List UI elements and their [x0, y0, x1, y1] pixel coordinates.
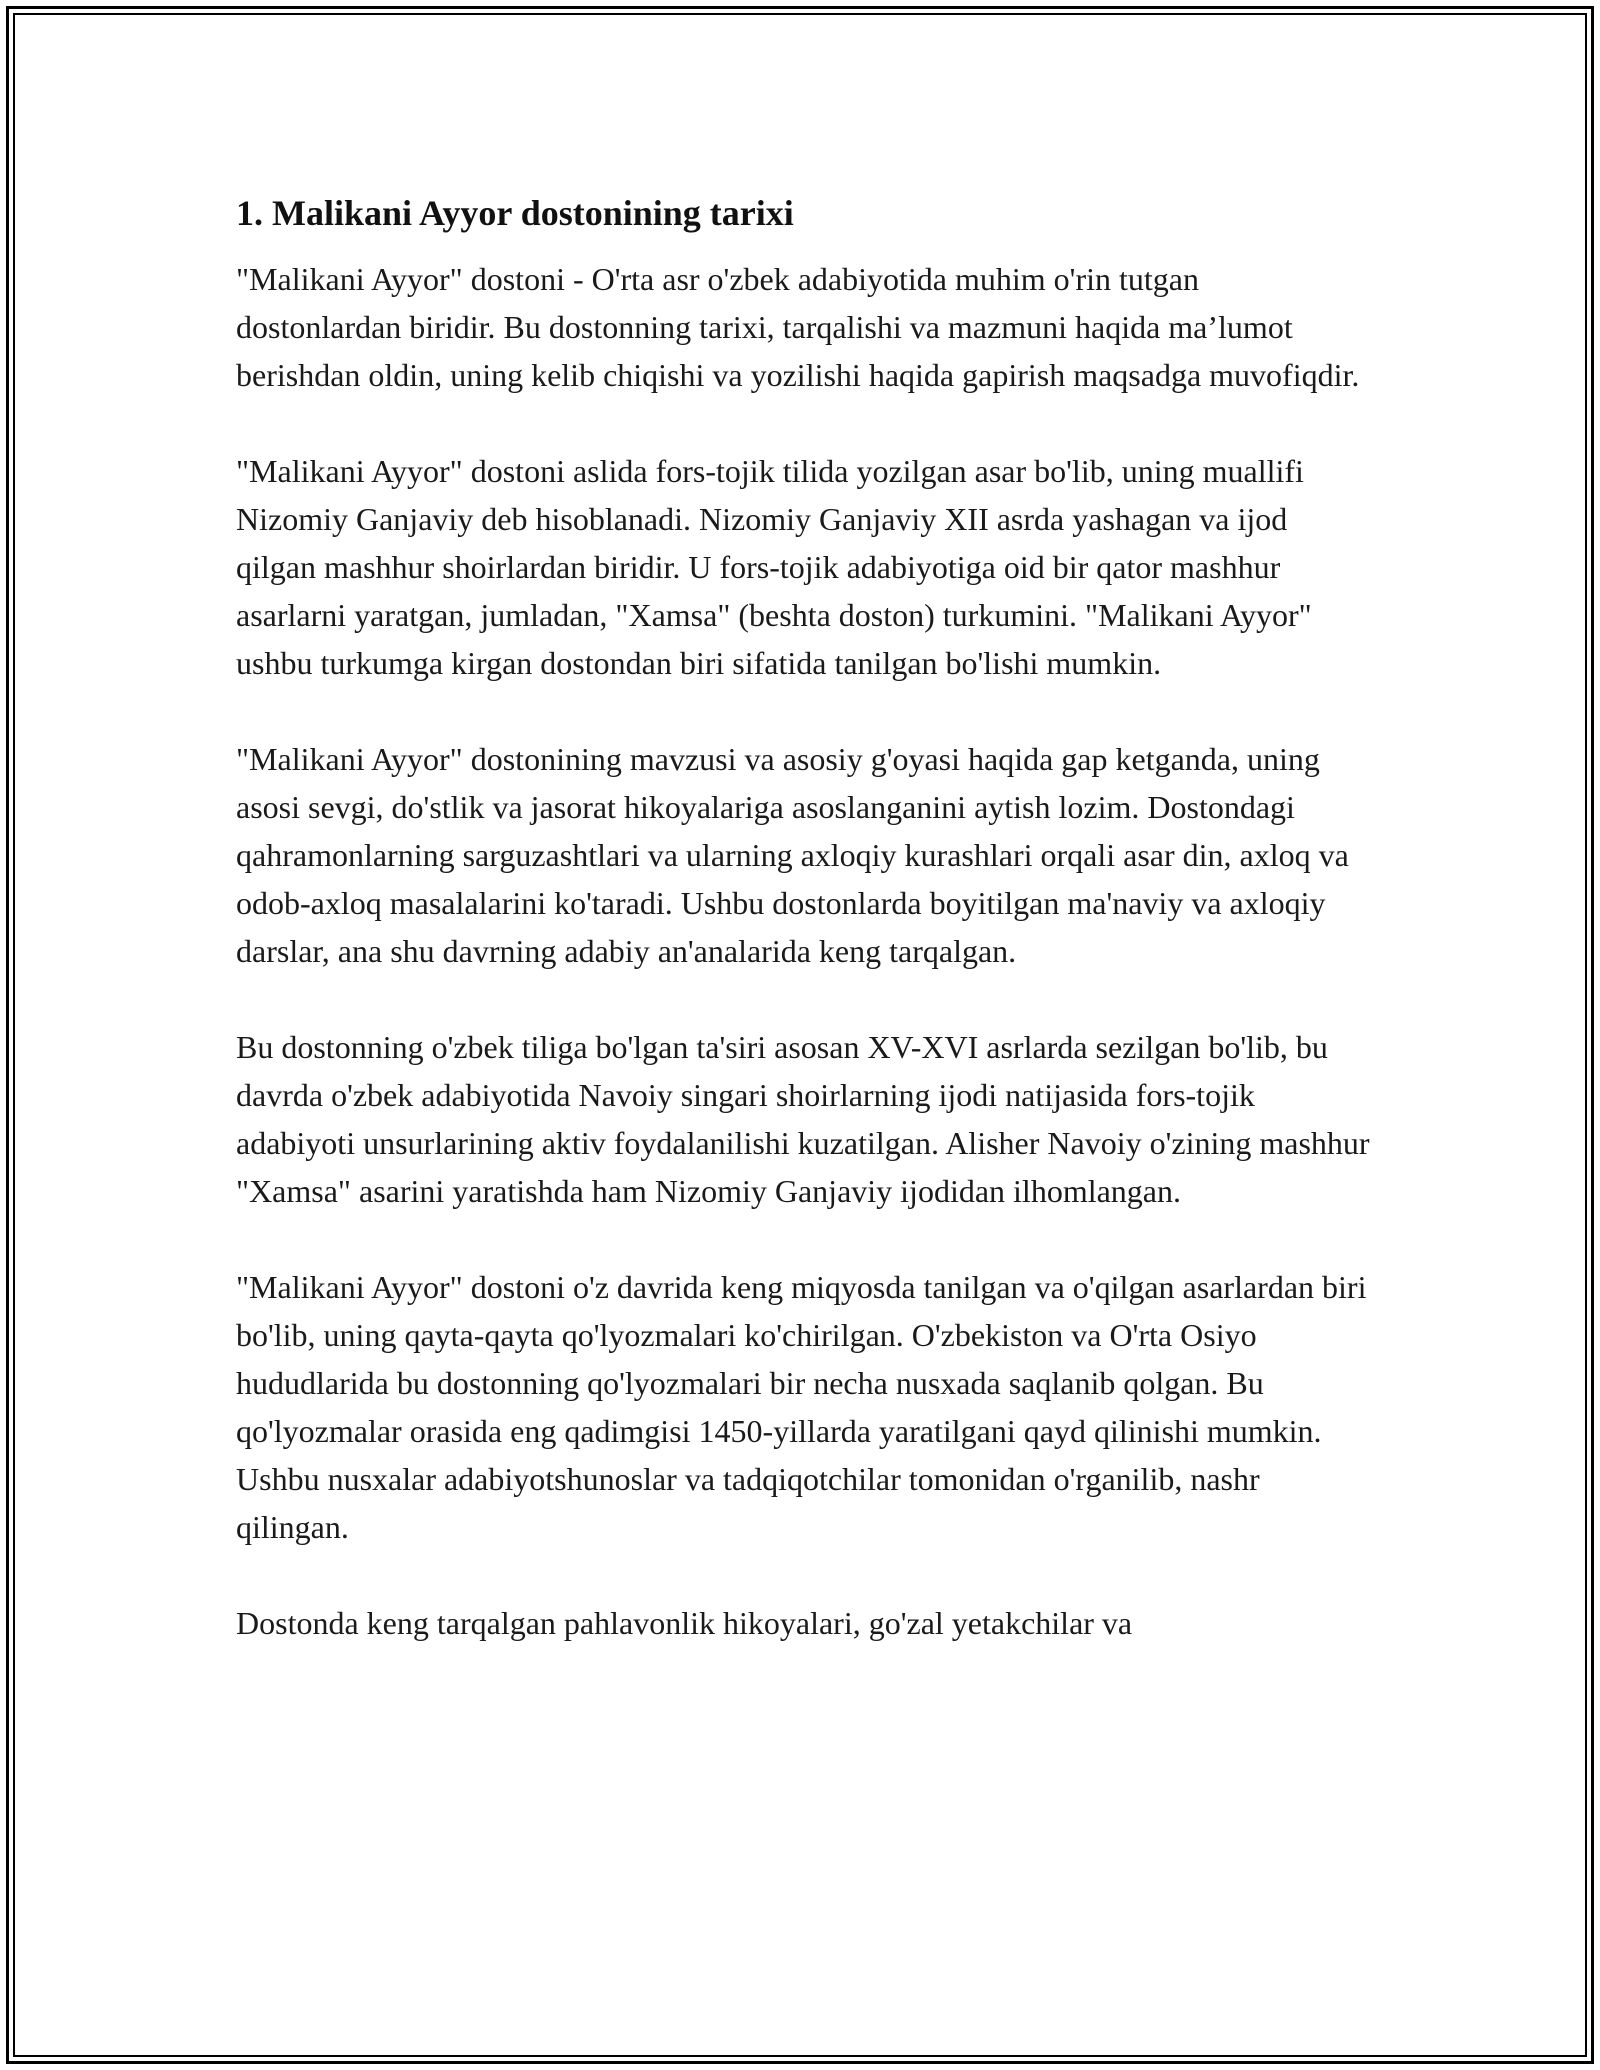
- paragraph-4: Bu dostonning o'zbek tiliga bo'lgan ta'siri asosan XV-XVI asrlarda sezilgan bo'lib, bu davrda o'zbek adabiyotida Navoiy singari shoirlarning ijodi natijasida fors-tojik adabiyoti unsurlarining aktiv foydalanilishi kuzatilgan. Alisher Navoiy o'zining mashhur "Xamsa" asarini yaratishda ham Nizomiy Ganjaviy ijodidan ilhomlangan.: [236, 1029, 1370, 1209]
- paragraph-6: Dostonda keng tarqalgan pahlavonlik hikoyalari, go'zal yetakchilar va: [236, 1605, 1133, 1641]
- document-body: [236, 185, 1372, 1647]
- paragraph-3: "Malikani Ayyor" dostonining mavzusi va asosiy g'oyasi haqida gap ketganda, uning asosi sevgi, do'stlik va jasorat hikoyalariga asoslanganini aytish lozim. Dostondagi qahramonlarning sarguzashtlari va ularning axloqiy kurashlari orqali asar din, axloq va odob-axloq masalalarini ko'taradi. Ushbu dostonlarda boyitilgan ma'naviy va axloqiy darslar, ana shu davrning adabiy an'analarida keng tarqalgan.: [236, 741, 1349, 969]
- paragraph-5: "Malikani Ayyor" dostoni o'z davrida keng miqyosda tanilgan va o'qilgan asarlardan biri bo'lib, uning qayta-qayta qo'lyozmalari ko'chirilgan. O'zbekiston va O'rta Osiyo hududlarida bu dostonning qo'lyozmalari bir necha nusxada saqlanib qolgan. Bu qo'lyozmalar orasida eng qadimgisi 1450-yillarda yaratilgani qayd qilinishi mumkin. Ushbu nusxalar adabiyotshunoslar va tadqiqotchilar tomonidan o'rganilib, nashr qilingan.: [236, 1269, 1367, 1545]
- paragraph-2: "Malikani Ayyor" dostoni aslida fors-tojik tilida yozilgan asar bo'lib, uning muallifi Nizomiy Ganjaviy deb hisoblanadi. Nizomiy Ganjaviy XII asrda yashagan va ijod qilgan mashhur shoirlardan biridir. U fors-tojik adabiyotiga oid bir qator mashhur asarlarni yaratgan, jumladan, "Xamsa" (beshta doston) turkumini. "Malikani Ayyor" ushbu turkumga kirgan dostondan biri sifatida tanilgan bo'lishi mumkin.: [236, 453, 1312, 681]
- paragraph-1: "Malikani Ayyor" dostoni - O'rta asr o'zbek adabiyotida muhim o'rin tutgan dostonlardan biridir. Bu dostonning tarixi, tarqalishi va mazmuni haqida ma’lumot berishdan oldin, uning kelib chiqishi va yozilishi haqida gapirish maqsadga muvofiqdir.: [236, 261, 1360, 393]
- section-heading: 1. Malikani Ayyor dostonining tarixi: [236, 193, 794, 233]
